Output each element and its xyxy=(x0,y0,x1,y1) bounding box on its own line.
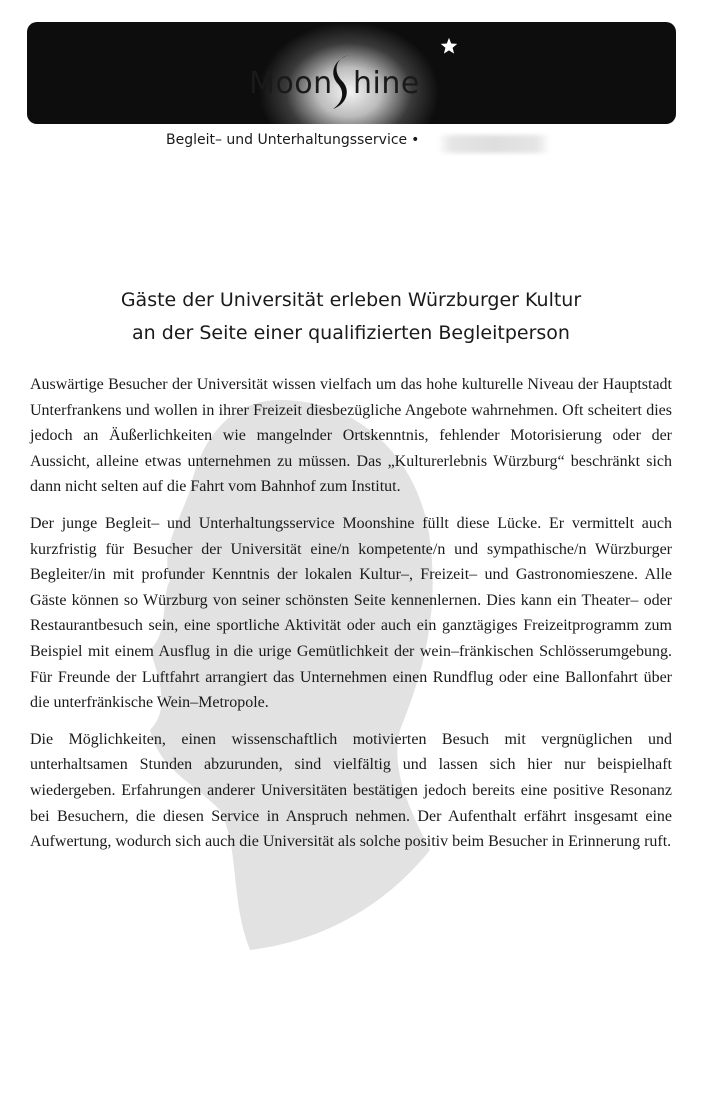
redacted-region xyxy=(438,135,550,153)
star-icon xyxy=(440,37,458,55)
subline-separator: • xyxy=(411,132,420,148)
paragraph-1: Auswärtige Besucher der Universität wissen vielfach um das hohe kulturelle Niveau der Hauptstadt Unterfrankens und wollen in ihrer Freizeit diesbezügliche Angebote wahrnehmen. Oft scheitert dies jedoch an Äußerlichkeiten wie mangelnder Ortskenntnis, fehlender Motorisierung oder der Aussicht, alleine etwas unternehmen zu müssen. Das „Kulturerlebnis Würzburg“ beschränkt sich dann nicht selten auf die Fahrt vom Bahnhof zum Institut. xyxy=(30,376,672,496)
headline-line-2: an der Seite einer qualifizierten Begleitperson xyxy=(132,322,570,344)
article-body xyxy=(30,372,672,866)
headline-line-1: Gäste der Universität erleben Würzburger Kultur xyxy=(120,289,582,311)
header-banner xyxy=(27,22,676,124)
service-tagline: Begleit– und Unterhaltungsservice xyxy=(166,132,408,148)
paragraph-3: Die Möglichkeiten, einen wissenschaftlich motivierten Besuch mit vergnüglichen und unterhaltsamen Stunden abzurunden, sind vielfältig und lassen sich hier nur beispielhaft wiedergeben. Erfahrungen anderer Universitäten bestätigen jedoch bereits eine positive Resonanz bei Besuchern, die diesen Service in Anspruch nehmen. Der Aufenthalt erfährt insgesamt eine Aufwertung, wodurch sich auch die Universität als solche positiv beim Besucher in Erinnerung ruft. xyxy=(30,730,672,851)
header-subline xyxy=(166,132,425,148)
paragraph-2: Der junge Begleit– und Unterhaltungsservice Moonshine füllt diese Lücke. Er vermittelt auch kurzfristig für Besucher der Universität eine/n kompetente/n und sympathische/n Würzburger Begleiter/in mit profunder Kenntnis der lokalen Kultur–, Freizeit– und Gastronomieszene. Alle Gäste können so Würzburg von seiner schönsten Seite kennenlernen. Dies kann ein Theater– oder Restaurantbesuch sein, eine sportliche Aktivität oder auch ein ganztägiges Freizeitprogramm zum Beispiel mit einem Ausflug in die urige Gemütlichkeit der wein–fränkischen Schlösserumgebung. Für Freunde der Luftfahrt arrangiert das Unternehmen einen Rundflug oder eine Ballonfahrt über die unterfränkische Wein–Metropole. xyxy=(30,514,672,712)
moonshine-logo xyxy=(27,22,676,124)
logo-word-shine: hine xyxy=(353,66,420,101)
logo-word-moon: Moon xyxy=(249,66,333,101)
article-headline xyxy=(60,284,642,350)
